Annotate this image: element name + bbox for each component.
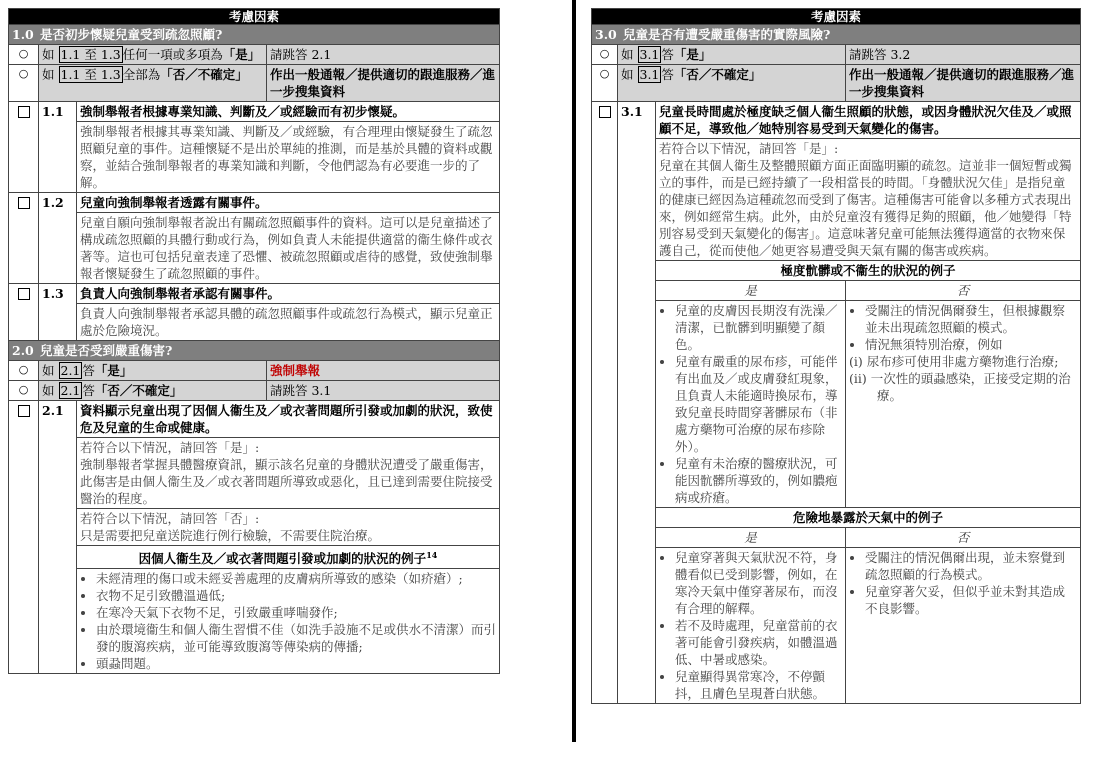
right-table — [591, 8, 1081, 704]
t1-yes-header: 是 — [656, 281, 846, 301]
section-2-title: 2.0 兒童是否受到嚴重傷害? — [9, 341, 500, 361]
item-3-1-checkbox[interactable] — [592, 102, 618, 704]
s3-opt1-action: 請跳答 3.2 — [846, 45, 1081, 65]
no-example-item: • 受關注的情況偶爾發生，但根據觀察並未出現疏忽照顧的模式。 — [865, 302, 1077, 336]
yes-example-item: • 兒童穿著與天氣狀況不符，身體看似已受到影響，例如，在寒冷天氣中僅穿著尿布，而沒有合理的解釋。 — [675, 549, 842, 617]
s1-opt1-action: 請跳答 2.1 — [267, 45, 500, 65]
s3-opt2-action: 作出一般通報／提供適切的跟進服務／進一步搜集資料 — [846, 65, 1081, 102]
s2-opt1-radio[interactable]: ○ — [9, 361, 39, 381]
yes-example-item: • 兒童有未治療的醫療狀況，可能因骯髒所導致的，例如膿疱病或疥瘡。 — [675, 455, 842, 506]
yes-example-item: • 兒童有嚴重的尿布疹，可能伴有出血及／或皮膚發紅現象，且負責人未能適時換尿布，導致兒童長時間穿著髒尿布（非處方藥物可治療的尿布疹除外）。 — [675, 353, 842, 455]
s1-opt2-radio[interactable]: ○ — [9, 65, 39, 102]
s2-opt2-action: 請跳答 3.1 — [267, 381, 500, 401]
item-2-1-checkbox[interactable] — [9, 401, 39, 674]
example-item: • 由於環境衞生和個人衞生習慣不佳（如洗手設施不足或供水不清潔）而引發的腹瀉疾病，並可能導致腹瀉等傳染病的傳播; — [96, 621, 496, 655]
left-table — [8, 8, 500, 674]
item-1-1-checkbox[interactable] — [9, 102, 39, 193]
no-example-item: • 受關注的情況偶爾出現，並未察覺到疏忽照顧的行為模式。 — [865, 549, 1077, 583]
item-3-1-desc: 若符合以下情況，請回答「是」: 兒童在其個人衞生及整體照顧方面正面臨明顯的疏忽。這並非一個短暫或獨立的事件，而是已經持續了一段相當長的時間。「身體狀況欠佳」是指兒童的健康已經因為這種疏忽而受到了傷害。這種傷害可能會以多種方式表現出來，例如經常生病。此外，由於兒童沒有獲得足夠的照顧，他／她變得「特別容易受到天氣變化的傷害」。這意味著兒童可能無法獲得適當的衣物來保護自己，從而使他／她更容易遭受與天氣有關的傷害或疾病。 — [656, 139, 1081, 261]
t1-no-list — [846, 301, 1081, 508]
s2-opt1-action: 強制舉報 — [267, 361, 500, 381]
item-3-1-title: 兒童長時間處於極度缺乏個人衞生照顧的狀態，或因身體狀況欠佳及／或照顧不足，導致他／她特別容易受到天氣變化的傷害。 — [656, 102, 1081, 139]
s3-opt2-condition: 如 3.1 答「否／不確定」 — [618, 65, 846, 102]
section-1-title: 1.0 是否初步懷疑兒童受到疏忽照顧? — [9, 25, 500, 45]
item-1-2-title: 兒童向強制舉報者透露有關事件。 — [77, 193, 500, 213]
item-1-1-title: 強制舉報者根據專業知識、判斷及／或經驗而有初步懷疑。 — [77, 102, 500, 122]
s3-opt1-condition: 如 3.1 答「是」 — [618, 45, 846, 65]
t2-title: 危險地暴露於天氣中的例子 — [656, 508, 1081, 528]
item-1-3-desc: 負責人向強制舉報者承認具體的疏忽照顧事件或疏忽行為模式，顯示兒童正處於危險境況。 — [77, 304, 500, 341]
item-2-1-examples-title: 因個人衞生及／或衣著問題引發或加劇的狀況的例子$^{14}$ — [77, 546, 500, 569]
no-sub-item: (ii) 一次性的頭蝨感染，正接受定期的治療。 — [849, 371, 1071, 403]
item-2-1-number: 2.1 — [39, 401, 77, 674]
yes-example-item: • 若不及時處理，兒童當前的衣著可能會引發疾病，如體溫過低、中暑或感染。 — [675, 617, 842, 668]
no-sub-item: (i) 尿布疹可使用非處方藥物進行治療; — [849, 354, 1059, 369]
left-header: 考慮因素 — [9, 9, 500, 25]
item-1-3-number: 1.3 — [39, 284, 77, 341]
s2-opt2-radio[interactable]: ○ — [9, 381, 39, 401]
t2-no-list — [846, 548, 1081, 704]
s3-opt1-radio[interactable]: ○ — [592, 45, 618, 65]
no-example-item: • 兒童穿著欠妥，但似乎並未對其造成不良影響。 — [865, 583, 1077, 617]
item-2-1-examples — [77, 569, 500, 674]
item-3-1-number: 3.1 — [618, 102, 656, 704]
example-item: • 頭蝨問題。 — [96, 655, 496, 672]
right-header: 考慮因素 — [592, 9, 1081, 25]
t1-no-header: 否 — [846, 281, 1081, 301]
item-1-3-title: 負責人向強制舉報者承認有關事件。 — [77, 284, 500, 304]
s2-opt2-condition: 如 2.1 答「否／不確定」 — [39, 381, 267, 401]
s3-opt2-radio[interactable]: ○ — [592, 65, 618, 102]
item-2-1-title: 資料顯示兒童出現了因個人衞生及／或衣著問題所引發或加劇的狀況，致使危及兒童的生命或健康。 — [77, 401, 500, 438]
example-item: • 未經清理的傷口或未經妥善處理的皮膚病所導致的感染（如疥瘡）; — [96, 570, 496, 587]
yes-example-item: • 兒童顯得異常寒冷，不停顫抖，且膚色呈現蒼白狀態。 — [675, 668, 842, 702]
item-1-2-checkbox[interactable] — [9, 193, 39, 284]
t2-yes-header: 是 — [656, 528, 846, 548]
left-page — [8, 8, 500, 674]
t2-no-header: 否 — [846, 528, 1081, 548]
s1-opt2-action: 作出一般通報／提供適切的跟進服務／進一步搜集資料 — [267, 65, 500, 102]
s1-opt1-condition: 如 1.1 至 1.3 任何一項或多項為「是」 — [39, 45, 267, 65]
item-1-1-number: 1.1 — [39, 102, 77, 193]
item-2-1-yes-criteria: 若符合以下情況，請回答「是」: 強制舉報者掌握具體醫療資訊，顯示該名兒童的身體狀況遭受了嚴重傷害，此傷害是由個人衞生及／或衣著問題所導致或惡化，且已達到需要住院接受醫治的程度。 — [77, 438, 500, 509]
t1-yes-list — [656, 301, 846, 508]
t1-title: 極度骯髒或不衞生的狀況的例子 — [656, 261, 1081, 281]
item-1-2-desc: 兒童自願向強制舉報者說出有關疏忽照顧事件的資料。這可以是兒童描述了構成疏忽照顧的具體行動或行為，例如負責人未能提供適當的衞生條件或衣著等。這也可包括兒童表達了恐懼、被疏忽照顧或虐待的感覺，致使強制舉報者懷疑發生了疏忽照顧的事件。 — [77, 213, 500, 284]
item-1-2-number: 1.2 — [39, 193, 77, 284]
page-divider — [572, 0, 576, 742]
s2-opt1-condition: 如 2.1 答「是」 — [39, 361, 267, 381]
example-item: • 在寒冷天氣下衣物不足，引致嚴重哮喘發作; — [96, 604, 496, 621]
item-1-3-checkbox[interactable] — [9, 284, 39, 341]
s1-opt2-condition: 如 1.1 至 1.3 全部為「否／不確定」 — [39, 65, 267, 102]
right-page — [591, 8, 1081, 704]
s1-opt1-radio[interactable]: ○ — [9, 45, 39, 65]
item-1-1-desc: 強制舉報者根據其專業知識、判斷及／或經驗，有合理理由懷疑發生了疏忽照顧兒童的事件。這種懷疑不是出於單純的推測，而是基於具體的資料或觀察，並結合強制舉報者的專業知識和判斷，令他們認為有必要進一步的了解。 — [77, 122, 500, 193]
no-example-item: • 情況無須特別治療，例如 — [865, 336, 1077, 353]
section-3-title: 3.0 兒童是否有遭受嚴重傷害的實際風險? — [592, 25, 1081, 45]
yes-example-item: • 兒童的皮膚因長期沒有洗澡／清潔，已骯髒到明顯變了顏色。 — [675, 302, 842, 353]
item-2-1-no-criteria: 若符合以下情況，請回答「否」: 只是需要把兒童送院進行例行檢驗，不需要住院治療。 — [77, 509, 500, 546]
example-item: • 衣物不足引致體溫過低; — [96, 587, 496, 604]
t2-yes-list — [656, 548, 846, 704]
